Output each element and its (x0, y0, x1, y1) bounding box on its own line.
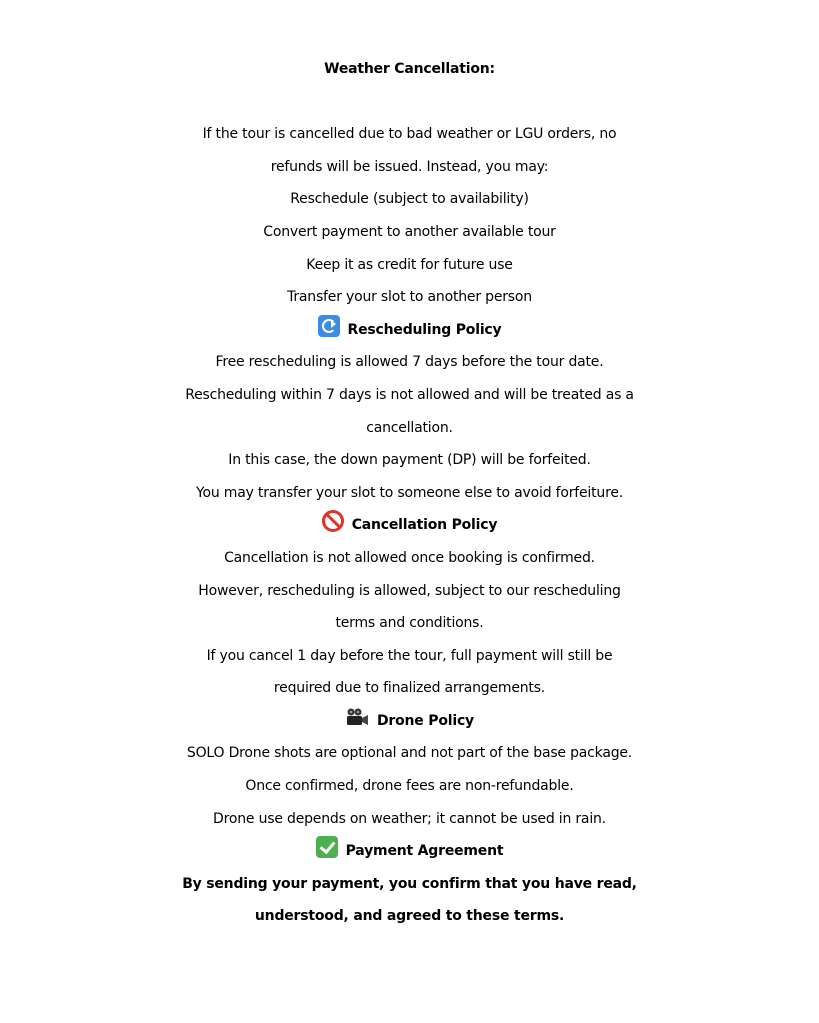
cancellation-line: terms and conditions. (335, 615, 484, 632)
rescheduling-policy-title: Rescheduling Policy (347, 321, 502, 338)
cancellation-line: Cancellation is not allowed once booking is confirmed. (224, 549, 595, 566)
weather-cancellation-heading: Weather Cancellation: (324, 61, 495, 77)
drone-policy-title: Drone Policy (377, 712, 474, 729)
rescheduling-line: Free rescheduling is allowed 7 days before the tour date. (215, 354, 604, 371)
rescheduling-policy-heading (0, 314, 819, 347)
cancellation-policy-heading (0, 509, 819, 542)
cancellation-line: If you cancel 1 day before the tour, full payment will still be (206, 647, 613, 664)
refresh-icon (318, 315, 340, 337)
movie-camera-icon (345, 706, 369, 724)
rescheduling-line: In this case, the down payment (DP) will be forfeited. (228, 452, 591, 469)
rescheduling-line: cancellation. (366, 419, 453, 436)
weather-option-reschedule: Reschedule (subject to availability) (290, 191, 529, 208)
drone-line: SOLO Drone shots are optional and not part of the base package. (186, 745, 633, 762)
payment-agreement-title: Payment Agreement (345, 843, 504, 860)
cancellation-policy-title: Cancellation Policy (351, 517, 498, 534)
weather-option-credit: Keep it as credit for future use (306, 256, 513, 273)
drone-line: Drone use depends on weather; it cannot be used in rain. (213, 810, 606, 827)
weather-option-transfer: Transfer your slot to another person (287, 289, 532, 306)
check-mark-icon (316, 836, 338, 858)
terms-document (0, 53, 819, 933)
weather-option-convert: Convert payment to another available tour (263, 223, 556, 240)
cancellation-line: required due to finalized arrangements. (273, 680, 546, 697)
rescheduling-line: Rescheduling within 7 days is not allowed and will be treated as a (185, 386, 634, 403)
spacer (0, 86, 819, 119)
weather-line: refunds will be issued. Instead, you may: (270, 158, 549, 175)
prohibited-icon (322, 510, 344, 532)
drone-line: Once confirmed, drone fees are non-refundable. (245, 778, 574, 795)
payment-line: understood, and agreed to these terms. (254, 908, 565, 925)
drone-policy-heading (0, 705, 819, 738)
cancellation-line: However, rescheduling is allowed, subject to our rescheduling (198, 582, 621, 599)
rescheduling-line: You may transfer your slot to someone else to avoid forfeiture. (196, 484, 623, 501)
payment-line: By sending your payment, you confirm that you have read, (182, 875, 637, 892)
weather-line: If the tour is cancelled due to bad weather or LGU orders, no (202, 126, 617, 143)
payment-agreement-heading (0, 835, 819, 868)
